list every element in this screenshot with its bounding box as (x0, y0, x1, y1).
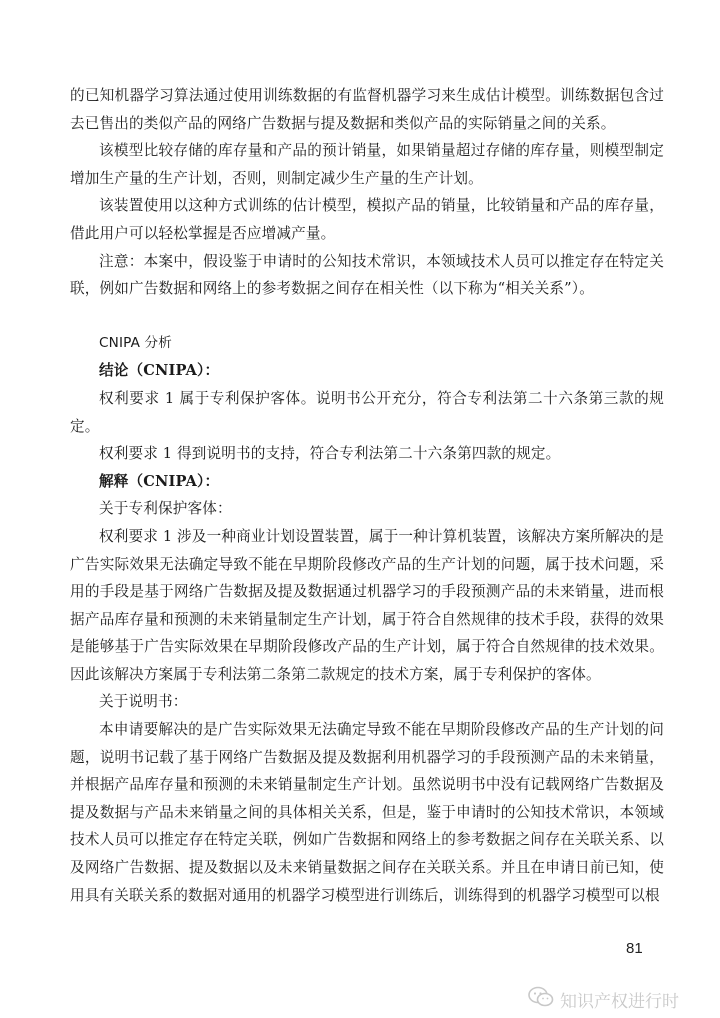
watermark (528, 986, 679, 1012)
watermark-text: 知识产权进行时 (560, 991, 679, 1012)
conclusion-claim-support: 权利要求 1 得到说明书的支持，符合专利法第二十六条第四款的规定。 (99, 445, 561, 463)
page-number: 81 (626, 940, 643, 957)
conclusion-claim-subject: 权利要求 1 属于专利保护客体。说明书公开充分，符合专利法第二十六条第三款的规定。 (70, 389, 664, 435)
conclusion-heading: 结论（CNIPA）： (99, 362, 220, 380)
section-title: CNIPA 分析 (99, 334, 173, 351)
section-gap (70, 303, 664, 330)
page-content (70, 82, 664, 909)
wechat-icon (528, 986, 554, 1013)
subject-matter-text: 权利要求 1 涉及一种商业计划设置装置，属于一种计算机装置，该解决方案所解决的是广告实际效果无法确定导致不能在早期阶段修改产品的生产计划的问题，属于技术问题，采用的手段是基于网络广告数据及提及数据通过机器学习的手段预测产品的未来销量，进而根据产品库存量和预测的未来销量制定生产计划，属于符合自然规律的技术手段，获得的效果是能够基于广告实际效果在早期阶段修改产品的生产计划，属于符合自然规律的技术效果。因此该解决方案属于专利法第二条第二款规定的技术方案，属于专利保护的客体。 (70, 527, 664, 683)
subject-matter-heading: 关于专利保护客体： (99, 500, 232, 518)
specification-heading: 关于说明书： (99, 693, 188, 711)
specification-text: 本申请要解决的是广告实际效果无法确定导致不能在早期阶段修改产品的生产计划的问题，说明书记载了基于网络广告数据及提及数据利用机器学习的手段预测产品的未来销量，并根据产品库存量和预测的未来销量制定生产计划。虽然说明书中没有记载网络广告数据及提及数据与产品未来销量之间的具体相关关系，但是，鉴于申请时的公知技术常识，本领域技术人员可以推定存在特定关联，例如广告数据和网络上的参考数据之间存在关联关系、以及网络广告数据、提及数据以及未来销量数据之间存在关联关系。并且在申请日前已知，使用具有关联关系的数据对通用的机器学习模型进行训练后，训练得到的机器学习模型可以根 (70, 721, 664, 904)
explanation-heading: 解释（CNIPA）： (99, 472, 220, 490)
paragraph-model: 该模型比较存储的库存量和产品的预计销量，如果销量超过存储的库存量，则模型制定增加生产量的生产计划，否则，则制定减少生产量的生产计划。 (70, 142, 664, 187)
paragraph-device: 该装置使用以这种方式训练的估计模型，模拟产品的销量，比较销量和产品的库存量，借此用户可以轻松掌握是否应增减产量。 (70, 197, 664, 242)
paragraph-note: 注意：本案中，假设鉴于申请时的公知技术常识，本领域技术人员可以推定存在特定关联，例如广告数据和网络上的参考数据之间存在相关性（以下称为“相关关系”）。 (70, 252, 664, 298)
paragraph-continuation: 的已知机器学习算法通过使用训练数据的有监督机器学习来生成估计模型。训练数据包含过去已售出的类似产品的网络广告数据与提及数据和类似产品的实际销量之间的关系。 (70, 87, 664, 132)
